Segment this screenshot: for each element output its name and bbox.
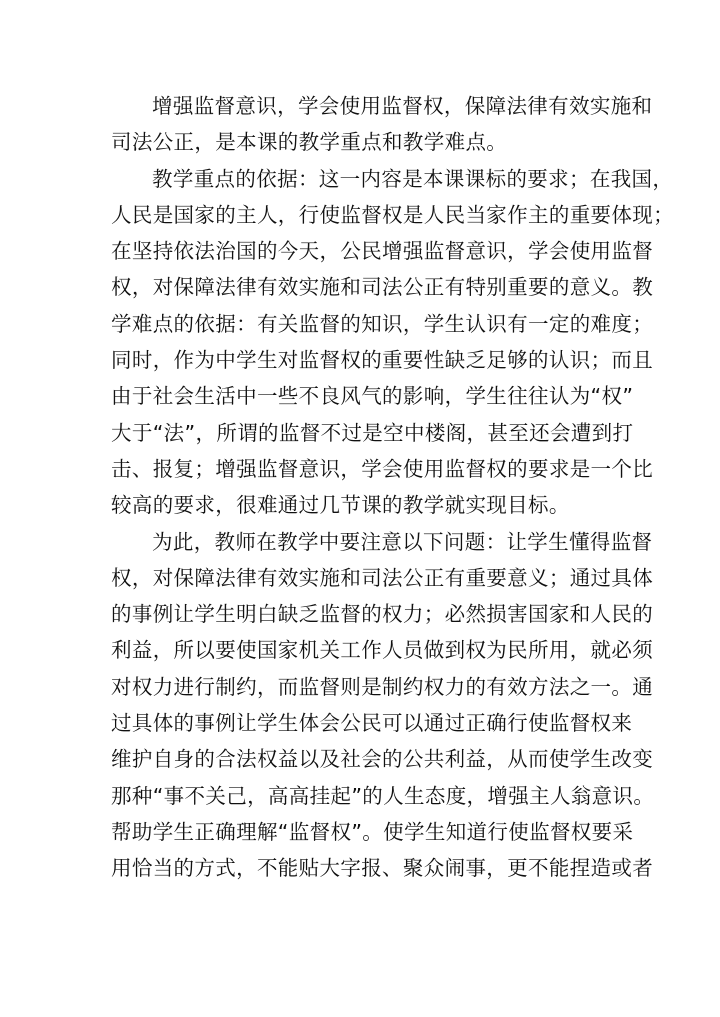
text-line: 司法公正，是本课的教学重点和教学难点。	[111, 130, 508, 155]
text-line: 权，对保障法律有效实施和司法公正有特别重要的意义。教	[111, 275, 654, 300]
paragraph	[111, 88, 653, 161]
text-line: 学难点的依据：有关监督的知识，学生认识有一定的难度；	[111, 311, 654, 336]
paragraph	[111, 524, 655, 887]
text-line: 为此，教师在教学中要注意以下问题：让学生懂得监督	[152, 529, 653, 554]
text-line: 用恰当的方式，不能贴大字报、聚众闹事，更不能捏造或者	[111, 856, 654, 881]
text-line: 增强监督意识，学会使用监督权，保障法律有效实施和	[152, 94, 653, 118]
text-line: 较高的要求，很难通过几节课的教学就实现目标。	[111, 493, 570, 518]
text-line: 利益，所以要使国家机关工作人员做到权为民所用，就必须	[111, 638, 654, 663]
text-line: 维护自身的合法权益以及社会的公共利益，从而使学生改变	[111, 747, 654, 772]
text-line: 大于“法”，所谓的监督不过是空中楼阁，甚至还会遭到打	[111, 420, 634, 445]
text-line: 对权力进行制约，而监督则是制约权力的有效方法之一。通	[111, 674, 654, 699]
text-line: 同时，作为中学生对监督权的重要性缺乏足够的认识；而且	[111, 348, 654, 373]
text-line: 教学重点的依据：这一内容是本课课标的要求；在我国，	[152, 166, 674, 191]
document-body	[111, 88, 674, 887]
paragraph	[111, 161, 674, 524]
text-line: 在坚持依法治国的今天，公民增强监督意识，学会使用监督	[111, 239, 654, 264]
text-line: 由于社会生活中一些不良风气的影响，学生往往认为“权”	[111, 384, 634, 409]
text-line: 权，对保障法律有效实施和司法公正有重要意义；通过具体	[111, 565, 654, 590]
text-line: 人民是国家的主人，行使监督权是人民当家作主的重要体现；	[111, 202, 674, 227]
text-line: 过具体的事例让学生体会公民可以通过正确行使监督权来	[111, 711, 633, 736]
text-line: 帮助学生正确理解“监督权”。使学生知道行使监督权要采	[111, 819, 634, 844]
text-line: 的事例让学生明白缺乏监督的权力；必然损害国家和人民的	[111, 602, 654, 627]
text-line: 那种“事不关己，高高挂起”的人生态度，增强主人翁意识。	[111, 783, 655, 808]
text-line: 击、报复；增强监督意识，学会使用监督权的要求是一个比	[111, 456, 654, 481]
